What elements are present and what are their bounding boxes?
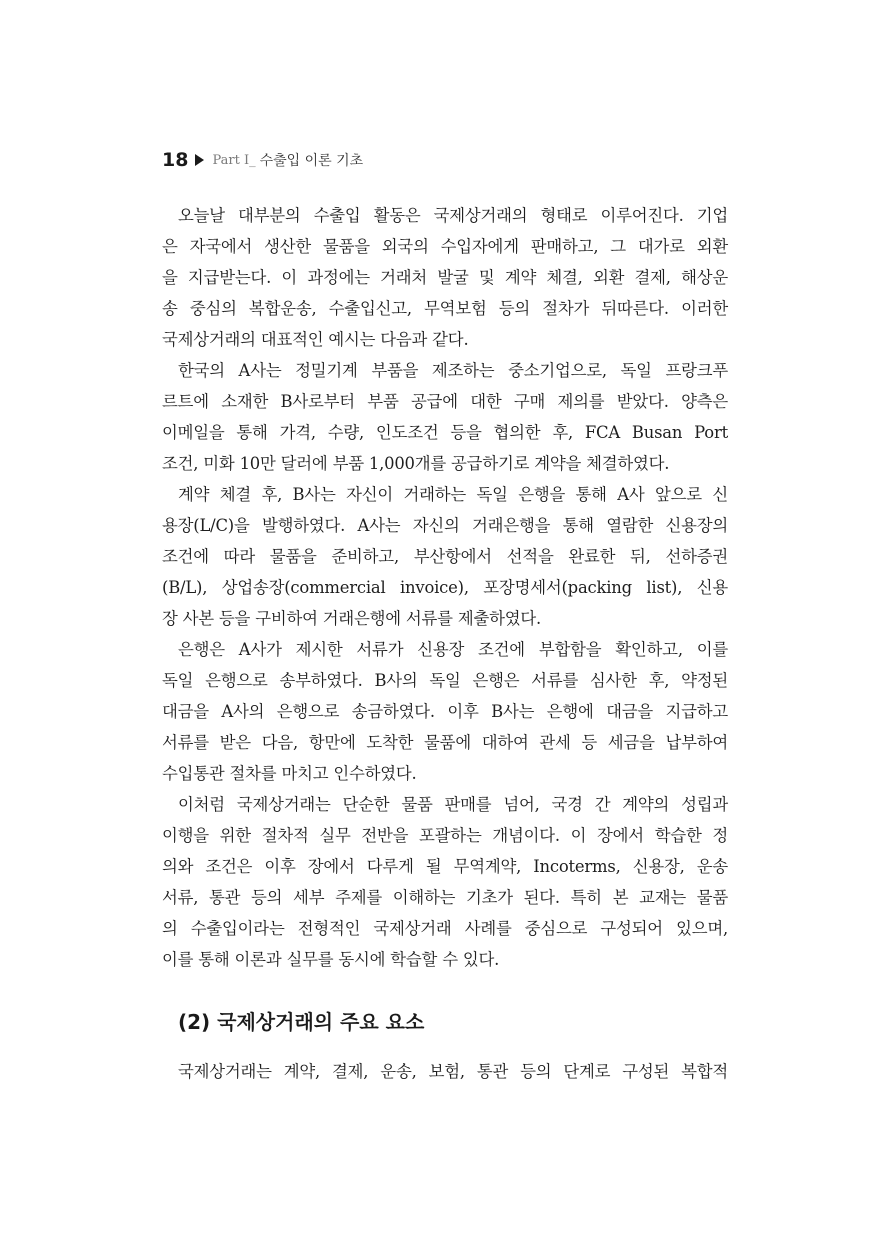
paragraph-line: 오늘날 대부분의 수출입 활동은 국제상거래의 형태로 이루어진다. 기업 — [178, 206, 728, 225]
chapter-title: 수출입 이론 기초 — [259, 153, 364, 169]
paragraph-line: 장 사본 등을 구비하여 거래은행에 서류를 제출하였다. — [162, 609, 542, 628]
paragraph-line: 송 중심의 복합운송, 수출입신고, 무역보험 등의 절차가 뒤따른다. 이러한 — [162, 299, 728, 318]
paragraph-line: 르트에 소재한 B사로부터 부품 공급에 대한 구매 제의를 받았다. 양측은 — [162, 392, 728, 411]
page-number: 18 — [162, 149, 189, 171]
paragraph-line: (B/L), 상업송장(commercial invoice), 포장명세서(packing list), 신용 — [162, 578, 728, 597]
paragraph-line: 이처럼 국제상거래는 단순한 물품 판매를 넘어, 국경 간 계약의 성립과 — [178, 795, 728, 814]
paragraph-line: 대금을 A사의 은행으로 송금하였다. 이후 B사는 은행에 대금을 지급하고 — [162, 702, 728, 721]
paragraph-line: 의 수출입이라는 전형적인 국제상거래 사례를 중심으로 구성되어 있으며, — [162, 919, 728, 938]
paragraph-line: 용장(L/C)을 발행하였다. A사는 자신의 거래은행을 통해 열람한 신용장의 — [162, 516, 728, 535]
paragraph-line: 은행은 A사가 제시한 서류가 신용장 조건에 부합함을 확인하고, 이를 — [178, 640, 728, 659]
paragraph-line: 이메일을 통해 가격, 수량, 인도조건 등을 협의한 후, FCA Busan Port — [162, 423, 728, 442]
body-text — [162, 200, 728, 975]
paragraph-line: 서류, 통관 등의 세부 주제를 이해하는 기초가 된다. 특히 본 교재는 물품 — [162, 888, 728, 907]
paragraph-line: 을 지급받는다. 이 과정에는 거래처 발굴 및 계약 체결, 외환 결제, 해상운 — [162, 268, 728, 287]
paragraph-line: 이행을 위한 절차적 실무 전반을 포괄하는 개념이다. 이 장에서 학습한 정 — [162, 826, 728, 845]
running-header — [162, 147, 363, 173]
paragraph-line: 계약 체결 후, B사는 자신이 거래하는 독일 은행을 통해 A사 앞으로 신 — [178, 485, 728, 504]
paragraph-line: 독일 은행으로 송부하였다. B사의 독일 은행은 서류를 심사한 후, 약정된 — [162, 671, 728, 690]
paragraph-line: 은 자국에서 생산한 물품을 외국의 수입자에게 판매하고, 그 대가로 외환 — [162, 237, 728, 256]
paragraph-line: 조건, 미화 10만 달러에 부품 1,000개를 공급하기로 계약을 체결하였다. — [162, 454, 670, 473]
section-heading: (2) 국제상거래의 주요 요소 — [178, 1010, 425, 1034]
part-label: Part Ⅰ_ — [212, 152, 256, 168]
paragraph-line: 수입통관 절차를 마치고 인수하였다. — [162, 764, 417, 783]
paragraph-line: 국제상거래의 대표적인 예시는 다음과 같다. — [162, 330, 469, 349]
triangle-right-icon — [195, 154, 204, 166]
paragraph-line: 국제상거래는 계약, 결제, 운송, 보험, 통관 등의 단계로 구성된 복합적 — [178, 1062, 728, 1081]
paragraph-line: 한국의 A사는 정밀기계 부품을 제조하는 중소기업으로, 독일 프랑크푸 — [178, 361, 728, 380]
paragraph-line: 의와 조건은 이후 장에서 다루게 될 무역계약, Incoterms, 신용장, 운송 — [162, 857, 728, 876]
paragraph-line: 서류를 받은 다음, 항만에 도착한 물품에 대하여 관세 등 세금을 납부하여 — [162, 733, 728, 752]
paragraph-line: 이를 통해 이론과 실무를 동시에 학습할 수 있다. — [162, 950, 500, 969]
paragraph-line: 조건에 따라 물품을 준비하고, 부산항에서 선적을 완료한 뒤, 선하증권 — [162, 547, 728, 566]
section-body — [162, 1056, 728, 1087]
